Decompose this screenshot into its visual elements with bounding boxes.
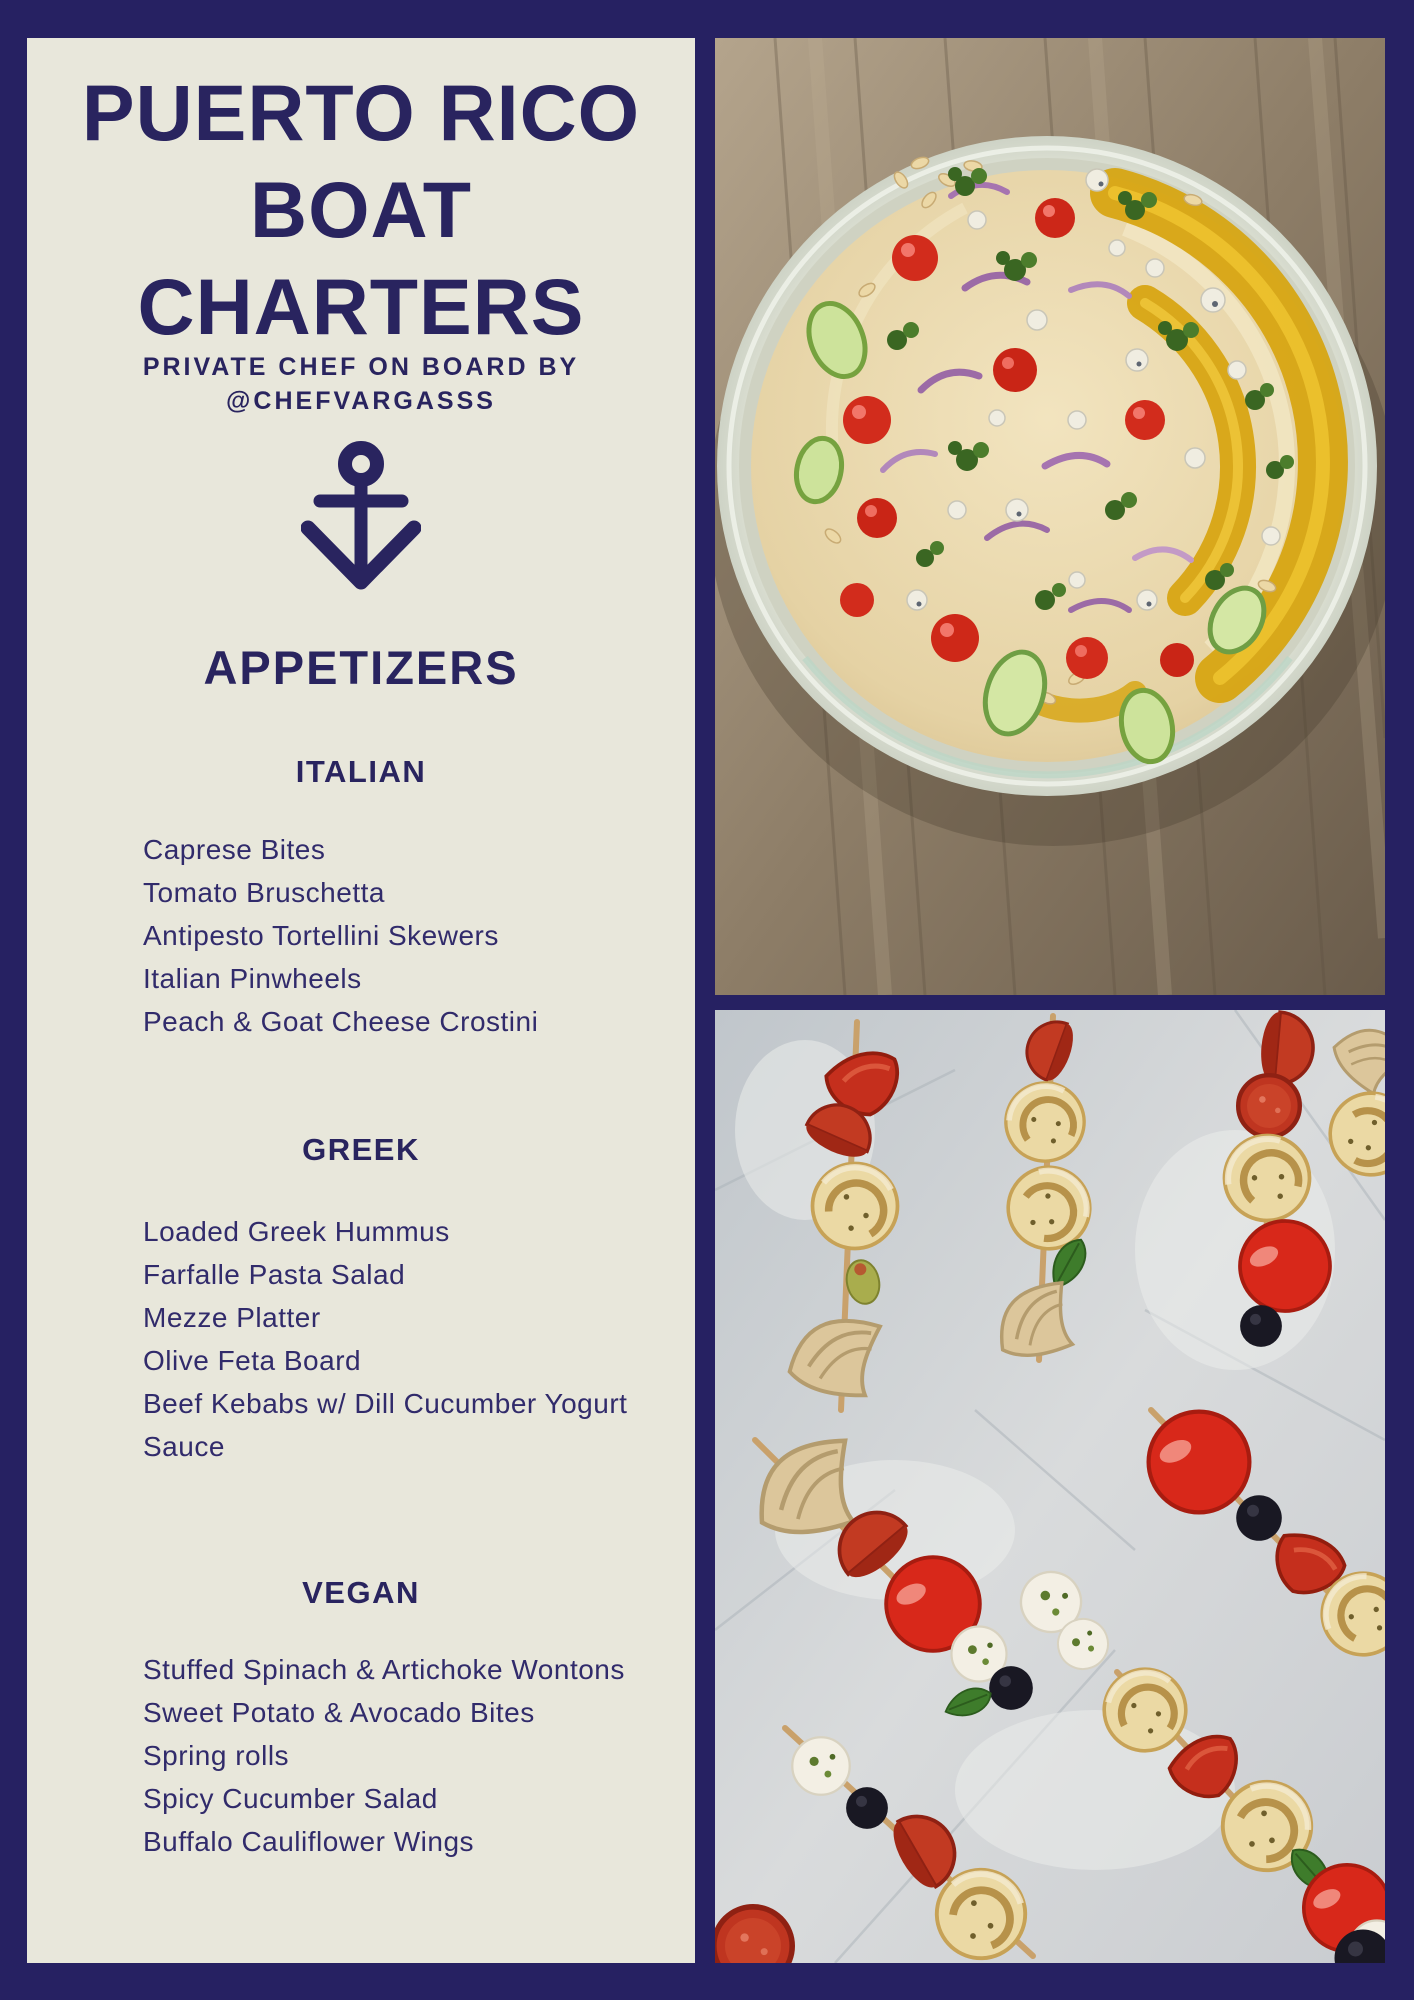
skewers-photo bbox=[715, 1010, 1385, 1963]
hummus-photo-art bbox=[715, 38, 1385, 995]
section-heading-italian: ITALIAN bbox=[295, 754, 427, 789]
page-title bbox=[27, 64, 695, 355]
subtitle-line-1: PRIVATE CHEF ON BOARD BY bbox=[142, 353, 580, 381]
menu-item: Antipesto Tortellini Skewers bbox=[143, 920, 499, 951]
title-line-1: PUERTO RICO bbox=[81, 68, 641, 157]
menu-item: Tomato Bruschetta bbox=[143, 877, 385, 908]
menu-item: Farfalle Pasta Salad bbox=[143, 1259, 406, 1290]
title-line-3: CHARTERS bbox=[137, 262, 585, 351]
skewers-photo-art bbox=[715, 1010, 1385, 1963]
menu-item: Stuffed Spinach & Artichoke Wontons bbox=[143, 1654, 625, 1685]
anchor-icon-svg bbox=[301, 441, 421, 593]
menu-item: Loaded Greek Hummus bbox=[143, 1216, 450, 1247]
item-list-greek bbox=[143, 1210, 683, 1468]
menu-item: Beef Kebabs w/ Dill Cucumber Yogurt Sauce bbox=[143, 1388, 628, 1462]
menu-item: Spicy Cucumber Salad bbox=[143, 1783, 438, 1814]
menu-item: Peach & Goat Cheese Crostini bbox=[143, 1006, 539, 1037]
section-heading-vegan: VEGAN bbox=[302, 1575, 420, 1610]
instagram-handle: @CHEFVARGASSS bbox=[226, 387, 496, 415]
menu-item: Italian Pinwheels bbox=[143, 963, 362, 994]
menu-item: Buffalo Cauliflower Wings bbox=[143, 1826, 475, 1857]
item-list-italian bbox=[143, 828, 718, 1043]
menu-item: Sweet Potato & Avocado Bites bbox=[143, 1697, 535, 1728]
menu-item: Olive Feta Board bbox=[143, 1345, 362, 1376]
item-list-vegan bbox=[143, 1648, 718, 1863]
menu-heading: APPETIZERS bbox=[203, 641, 519, 694]
menu-item: Mezze Platter bbox=[143, 1302, 321, 1333]
title-line-2: BOAT bbox=[250, 165, 472, 254]
subtitle bbox=[27, 350, 695, 418]
menu-panel bbox=[27, 38, 695, 1963]
anchor-icon bbox=[301, 441, 421, 589]
hummus-photo bbox=[715, 38, 1385, 995]
menu-item: Caprese Bites bbox=[143, 834, 326, 865]
menu-item: Spring rolls bbox=[143, 1740, 290, 1771]
section-heading-greek: GREEK bbox=[302, 1132, 420, 1167]
